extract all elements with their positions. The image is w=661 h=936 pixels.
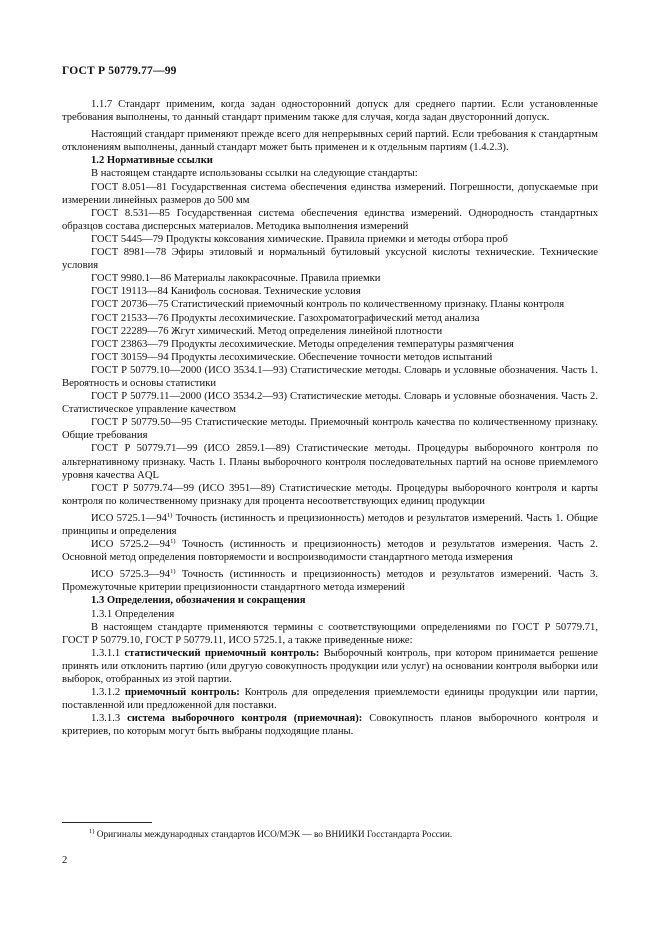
footnote-marker: 1) bbox=[170, 568, 176, 576]
iso-title: Точность (истинность и прецизионность) методов и результатов измерения. Часть 2. Основной метод определения повторяемости и воспроизводимости стандартного метода измерения bbox=[62, 539, 598, 564]
references-intro: В настоящем стандарте использованы ссылки на следующие стандарты: bbox=[91, 168, 418, 180]
reference-item: ГОСТ Р 50779.50—95 Статистические методы. Приемочный контроль качества по количественному признаку. Общие требования bbox=[62, 417, 598, 442]
reference-item: ГОСТ 20736—75 Статистический приемочный контроль по количественному признаку. Планы контроля bbox=[91, 299, 565, 311]
footnote-marker: 1) bbox=[166, 511, 173, 519]
definition-number: 1.3.1.3 bbox=[91, 713, 128, 725]
page-header: ГОСТ Р 50779.77—99 bbox=[62, 65, 177, 77]
definition-item bbox=[62, 647, 598, 686]
iso-reference-item bbox=[62, 538, 598, 564]
iso-reference-item bbox=[62, 512, 598, 538]
definition-number: 1.3.1.1 bbox=[91, 647, 125, 659]
definition-item bbox=[62, 686, 598, 712]
definition-number: 1.3.1.2 bbox=[91, 687, 125, 699]
document-body bbox=[62, 98, 598, 739]
reference-item: ГОСТ 19113—84 Канифоль сосновая. Технические условия bbox=[91, 286, 361, 298]
reference-item: ГОСТ Р 50779.71—99 (ИСО 2859.1—89) Статистические методы. Процедуры выборочного контроля по альтернативному признаку. Часть 1. Планы выборочного контроля последовательных партий на основе приемлемого уровня качества AQL bbox=[62, 443, 598, 481]
section-title-1-2: 1.2 Нормативные ссылки bbox=[91, 155, 213, 167]
definitions-intro: В настоящем стандарте применяются термины с соответствующими определениями по ГОСТ Р 50779.71, ГОСТ Р 50779.10, ГОСТ Р 50779.11, ИСО 5725.1, а также приведенные ниже: bbox=[62, 621, 598, 646]
definition-text: Совокупность планов выборочного контроля и критериев, по которым могут быть выбраны подходящие планы. bbox=[62, 713, 599, 738]
iso-title: Точность (истинность и прецизионность) методов и результатов измерений. Часть 3. Промежуточные критерии прецизионности стандартного метода измерений bbox=[62, 569, 598, 594]
page-number: 2 bbox=[62, 855, 68, 866]
reference-item: ГОСТ 8981—78 Эфиры этиловый и нормальный бутиловый уксусной кислоты технические. Технические условия bbox=[62, 247, 598, 272]
footnote-divider bbox=[62, 822, 152, 823]
reference-item: ГОСТ 21533—76 Продукты лесохимические. Газохроматографический метод анализа bbox=[91, 312, 480, 324]
definition-term: приемочный контроль: bbox=[124, 687, 240, 699]
reference-item: ГОСТ Р 50779.74—99 (ИСО 3951—89) Статистические методы. Процедуры выборочного контроля и карты контроля по количественному признаку для процента несоответствующих единиц продукции bbox=[62, 482, 598, 507]
definition-term: система выборочного контроля (приемочная): bbox=[127, 713, 363, 725]
reference-item: ГОСТ 22289—76 Жгут химический. Метод определения линейной плотности bbox=[91, 325, 443, 337]
reference-item: ГОСТ 23863—79 Продукты лесохимические. Методы определения температуры размягчения bbox=[91, 338, 514, 350]
paragraph-1-1-7: 1.1.7 Стандарт применим, когда задан односторонний допуск для среднего партии. Если установленные требования выполнены, то данный стандарт применим также для случая, когда задан двусторонний допуск. bbox=[62, 99, 598, 124]
reference-item: ГОСТ Р 50779.10—2000 (ИСО 3534.1—93) Статистические методы. Словарь и условные обозначения. Часть 1. Вероятность и основы статистики bbox=[62, 364, 598, 389]
reference-item: ГОСТ 8.531—85 Государственная система обеспечения единства измерений. Однородность стандартных образцов состава дисперсных материалов. Методика выполнения измерений bbox=[62, 207, 598, 232]
reference-item: ГОСТ 30159—94 Продукты лесохимические. Обеспечение точности методов испытаний bbox=[91, 351, 493, 363]
iso-title: Точность (истинность и прецизионность) методов и результатов измерений. Часть 1. Общие принципы и определения bbox=[62, 512, 598, 537]
reference-item: ГОСТ 5445—79 Продукты коксования химические. Правила приемки и методы отбора проб bbox=[91, 233, 508, 245]
definition-text: Контроль для определения приемлемости единицы продукции или партии, поставленной или предложенной для поставки. bbox=[62, 687, 598, 712]
definition-text: Выборочный контроль, при котором принимается решение принять или отклонить партию (или другую совокупность продукции или услуг) на основании контроля выборки или выборок, отобранных из этой партии. bbox=[62, 647, 599, 686]
section-title-1-3: 1.3 Определения, обозначения и сокращения bbox=[91, 595, 306, 607]
iso-reference-item bbox=[62, 568, 598, 594]
reference-item: ГОСТ 8.051—81 Государственная система обеспечения единства измерений. Погрешности, допускаемые при измерении линейных размеров до 500 мм bbox=[62, 181, 598, 206]
reference-item: ГОСТ Р 50779.11—2000 (ИСО 3534.2—93) Статистические методы. Словарь и условные обозначения. Часть 2. Статистическое управление качеством bbox=[62, 391, 598, 416]
paragraph-scope: Настоящий стандарт применяют прежде всего для непрерывных серий партий. Если требования к стандартным отклонениям выполнены, данный стандарт может быть применен и к отдельным партиям (1.4.2.3). bbox=[62, 129, 598, 154]
definition-item bbox=[62, 712, 598, 738]
definition-term: статистический приемочный контроль: bbox=[124, 647, 320, 659]
footnote-marker: 1) bbox=[89, 828, 95, 835]
footnote-text: Оригиналы международных стандартов ИСО/МЭК — во ВНИИКИ Госстандарта России. bbox=[94, 830, 453, 840]
footnote-marker: 1) bbox=[170, 538, 176, 546]
footnote bbox=[89, 829, 589, 841]
reference-item: ГОСТ 9980.1—86 Материалы лакокрасочные. Правила приемки bbox=[91, 273, 381, 285]
iso-code: ИСО 5725.2—94 bbox=[91, 539, 171, 551]
iso-code: ИСО 5725.1—94 bbox=[91, 512, 167, 524]
subsection-title-1-3-1: 1.3.1 Определения bbox=[91, 608, 175, 620]
iso-code: ИСО 5725.3—94 bbox=[91, 569, 171, 581]
